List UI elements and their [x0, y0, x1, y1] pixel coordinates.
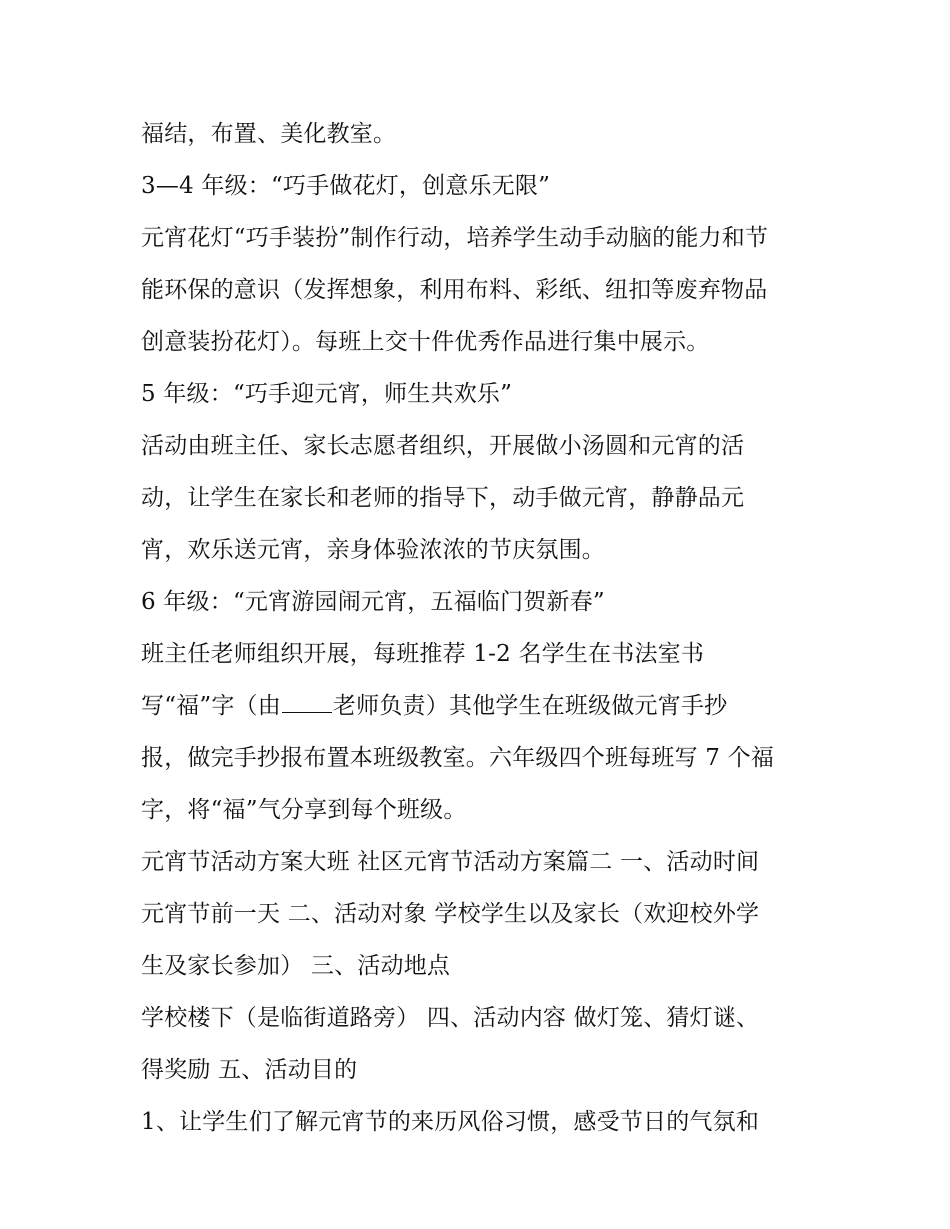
text-line: 得奖励 五、活动目的 — [141, 1057, 358, 1083]
section-heading-grade-5: 5 年级：“巧手迎元宵，师生共欢乐” — [141, 381, 513, 407]
text-line: 字，将“福”气分享到每个班级。 — [141, 797, 467, 823]
text-line: 报，做完手抄报布置本班级教室。六年级四个班每班写 7 个福 — [141, 745, 775, 771]
text-line: 动，让学生在家长和老师的指导下，动手做元宵，静静品元 — [141, 485, 745, 511]
text-line: 1、让学生们了解元宵节的来历风俗习惯，感受节日的气氛和 — [141, 1109, 760, 1135]
text-line: 生及家长参加） 三、活动地点 — [141, 953, 451, 979]
document-body — [141, 108, 841, 1148]
text-line: 元宵节前一天 二、活动对象 学校学生以及家长（欢迎校外学 — [141, 901, 760, 927]
text-after-blank: 老师负责）其他学生在班级做元宵手抄 — [332, 693, 728, 719]
fill-in-blank — [282, 692, 332, 713]
text-line: 创意装扮花灯）。每班上交十件优秀作品进行集中展示。 — [141, 329, 710, 355]
section-heading-grade-6: 6 年级：“元宵游园闹元宵，五福临门贺新春” — [141, 589, 605, 615]
text-line: 活动由班主任、家长志愿者组织，开展做小汤圆和元宵的活 — [141, 433, 745, 459]
text-line: 元宵节活动方案大班 社区元宵节活动方案篇二 一、活动时间 — [141, 849, 760, 875]
text-line: 福结，布置、美化教室。 — [141, 121, 397, 147]
text-line: 学校楼下（是临街道路旁） 四、活动内容 做灯笼、猜灯谜、 — [141, 1005, 760, 1031]
section-heading-grade-3-4: 3—4 年级：“巧手做花灯，创意乐无限” — [141, 173, 551, 199]
text-line: 宵，欢乐送元宵，亲身体验浓浓的节庆氛围。 — [141, 537, 605, 563]
text-line: 元宵花灯“巧手装扮”制作行动，培养学生动手动脑的能力和节 — [141, 225, 769, 251]
text-line: 班主任老师组织开展，每班推荐 1-2 名学生在书法室书 — [141, 641, 705, 667]
text-before-blank: 写“福”字（由 — [141, 693, 281, 719]
text-line-with-blank — [141, 680, 841, 732]
text-line: 能环保的意识（发挥想象，利用布料、彩纸、纽扣等废弃物品 — [141, 277, 768, 303]
